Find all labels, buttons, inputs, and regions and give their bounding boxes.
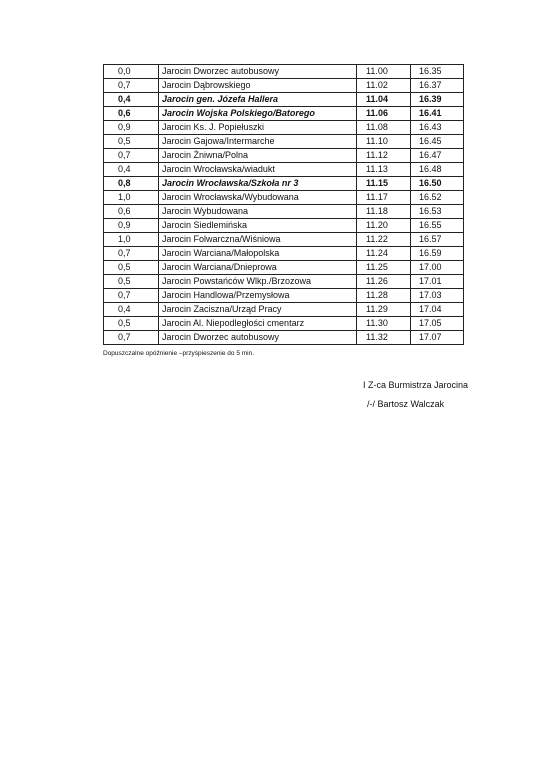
- table-row: [104, 275, 464, 289]
- distance-cell: 1,0: [104, 233, 159, 247]
- distance-cell: 0,7: [104, 79, 159, 93]
- stop-name-cell: Jarocin Siedlemińska: [159, 219, 357, 233]
- departure-time-1-cell: 11.15: [357, 177, 411, 191]
- departure-time-2-cell: 16.57: [411, 233, 464, 247]
- signatory-title: I Z-ca Burmistrza Jarocina: [363, 380, 469, 390]
- departure-time-2-cell: 16.37: [411, 79, 464, 93]
- departure-time-2-cell: 16.39: [411, 93, 464, 107]
- distance-cell: 0,6: [104, 205, 159, 219]
- signatory-name: /-/ Bartosz Walczak: [367, 399, 445, 409]
- distance-cell: 0,7: [104, 331, 159, 345]
- stop-name-cell: Jarocin Wrocławska/Szkoła nr 3: [159, 177, 357, 191]
- stop-name-cell: Jarocin Warciana/Małopolska: [159, 247, 357, 261]
- stop-name-cell: Jarocin Wrocławska/Wybudowana: [159, 191, 357, 205]
- table-row: [104, 219, 464, 233]
- stop-name-cell: Jarocin Dworzec autobusowy: [159, 331, 357, 345]
- stop-name-cell: Jarocin Handlowa/Przemysłowa: [159, 289, 357, 303]
- distance-cell: 0,4: [104, 303, 159, 317]
- departure-time-2-cell: 17.01: [411, 275, 464, 289]
- distance-cell: 0,5: [104, 317, 159, 331]
- departure-time-1-cell: 11.29: [357, 303, 411, 317]
- departure-time-1-cell: 11.26: [357, 275, 411, 289]
- distance-cell: 0,0: [104, 65, 159, 79]
- distance-cell: 0,4: [104, 163, 159, 177]
- departure-time-2-cell: 16.59: [411, 247, 464, 261]
- distance-cell: 0,7: [104, 149, 159, 163]
- distance-cell: 0,7: [104, 289, 159, 303]
- departure-time-1-cell: 11.18: [357, 205, 411, 219]
- stop-name-cell: Jarocin Al. Niepodległości cmentarz: [159, 317, 357, 331]
- bus-schedule-table: [103, 64, 464, 345]
- departure-time-2-cell: 16.48: [411, 163, 464, 177]
- stop-name-cell: Jarocin gen. Józefa Hallera: [159, 93, 357, 107]
- distance-cell: 0,8: [104, 177, 159, 191]
- table-row: [104, 331, 464, 345]
- stop-name-cell: Jarocin Folwarczna/Wiśniowa: [159, 233, 357, 247]
- departure-time-1-cell: 11.02: [357, 79, 411, 93]
- distance-cell: 0,6: [104, 107, 159, 121]
- schedule-table-body: [104, 65, 464, 345]
- departure-time-1-cell: 11.13: [357, 163, 411, 177]
- departure-time-1-cell: 11.04: [357, 93, 411, 107]
- stop-name-cell: Jarocin Żniwna/Polna: [159, 149, 357, 163]
- departure-time-1-cell: 11.24: [357, 247, 411, 261]
- table-row: [104, 205, 464, 219]
- table-row: [104, 303, 464, 317]
- departure-time-1-cell: 11.08: [357, 121, 411, 135]
- table-row: [104, 149, 464, 163]
- departure-time-2-cell: 17.04: [411, 303, 464, 317]
- departure-time-2-cell: 17.05: [411, 317, 464, 331]
- table-row: [104, 121, 464, 135]
- departure-time-1-cell: 11.30: [357, 317, 411, 331]
- table-row: [104, 317, 464, 331]
- table-row: [104, 247, 464, 261]
- departure-time-2-cell: 16.53: [411, 205, 464, 219]
- distance-cell: 0,7: [104, 247, 159, 261]
- departure-time-2-cell: 16.50: [411, 177, 464, 191]
- departure-time-2-cell: 16.55: [411, 219, 464, 233]
- table-row: [104, 191, 464, 205]
- stop-name-cell: Jarocin Ks. J. Popiełuszki: [159, 121, 357, 135]
- departure-time-1-cell: 11.32: [357, 331, 411, 345]
- departure-time-1-cell: 11.06: [357, 107, 411, 121]
- departure-time-2-cell: 16.52: [411, 191, 464, 205]
- stop-name-cell: Jarocin Dąbrowskiego: [159, 79, 357, 93]
- distance-cell: 0,5: [104, 135, 159, 149]
- stop-name-cell: Jarocin Powstańców Wlkp./Brzozowa: [159, 275, 357, 289]
- distance-cell: 0,5: [104, 261, 159, 275]
- distance-cell: 0,9: [104, 219, 159, 233]
- departure-time-1-cell: 11.28: [357, 289, 411, 303]
- departure-time-2-cell: 17.00: [411, 261, 464, 275]
- stop-name-cell: Jarocin Wrocławska/wiadukt: [159, 163, 357, 177]
- table-row: [104, 289, 464, 303]
- departure-time-1-cell: 11.17: [357, 191, 411, 205]
- distance-cell: 0,4: [104, 93, 159, 107]
- stop-name-cell: Jarocin Zaciszna/Urząd Pracy: [159, 303, 357, 317]
- delay-note: Dopuszczalne opóźnienie –przyśpieszenie do 5 min.: [103, 350, 255, 357]
- distance-cell: 1,0: [104, 191, 159, 205]
- table-row: [104, 163, 464, 177]
- table-row: [104, 93, 464, 107]
- table-row: [104, 233, 464, 247]
- departure-time-2-cell: 16.41: [411, 107, 464, 121]
- departure-time-2-cell: 16.35: [411, 65, 464, 79]
- table-row: [104, 65, 464, 79]
- distance-cell: 0,5: [104, 275, 159, 289]
- departure-time-2-cell: 17.07: [411, 331, 464, 345]
- distance-cell: 0,9: [104, 121, 159, 135]
- stop-name-cell: Jarocin Gajowa/Intermarche: [159, 135, 357, 149]
- stop-name-cell: Jarocin Wybudowana: [159, 205, 357, 219]
- stop-name-cell: Jarocin Warciana/Dnieprowa: [159, 261, 357, 275]
- table-row: [104, 177, 464, 191]
- departure-time-1-cell: 11.25: [357, 261, 411, 275]
- departure-time-1-cell: 11.12: [357, 149, 411, 163]
- departure-time-2-cell: 16.45: [411, 135, 464, 149]
- departure-time-1-cell: 11.22: [357, 233, 411, 247]
- departure-time-2-cell: 16.43: [411, 121, 464, 135]
- stop-name-cell: Jarocin Wojska Polskiego/Batorego: [159, 107, 357, 121]
- table-row: [104, 107, 464, 121]
- stop-name-cell: Jarocin Dworzec autobusowy: [159, 65, 357, 79]
- departure-time-2-cell: 17.03: [411, 289, 464, 303]
- departure-time-1-cell: 11.10: [357, 135, 411, 149]
- departure-time-2-cell: 16.47: [411, 149, 464, 163]
- table-row: [104, 79, 464, 93]
- departure-time-1-cell: 11.20: [357, 219, 411, 233]
- departure-time-1-cell: 11.00: [357, 65, 411, 79]
- table-row: [104, 261, 464, 275]
- table-row: [104, 135, 464, 149]
